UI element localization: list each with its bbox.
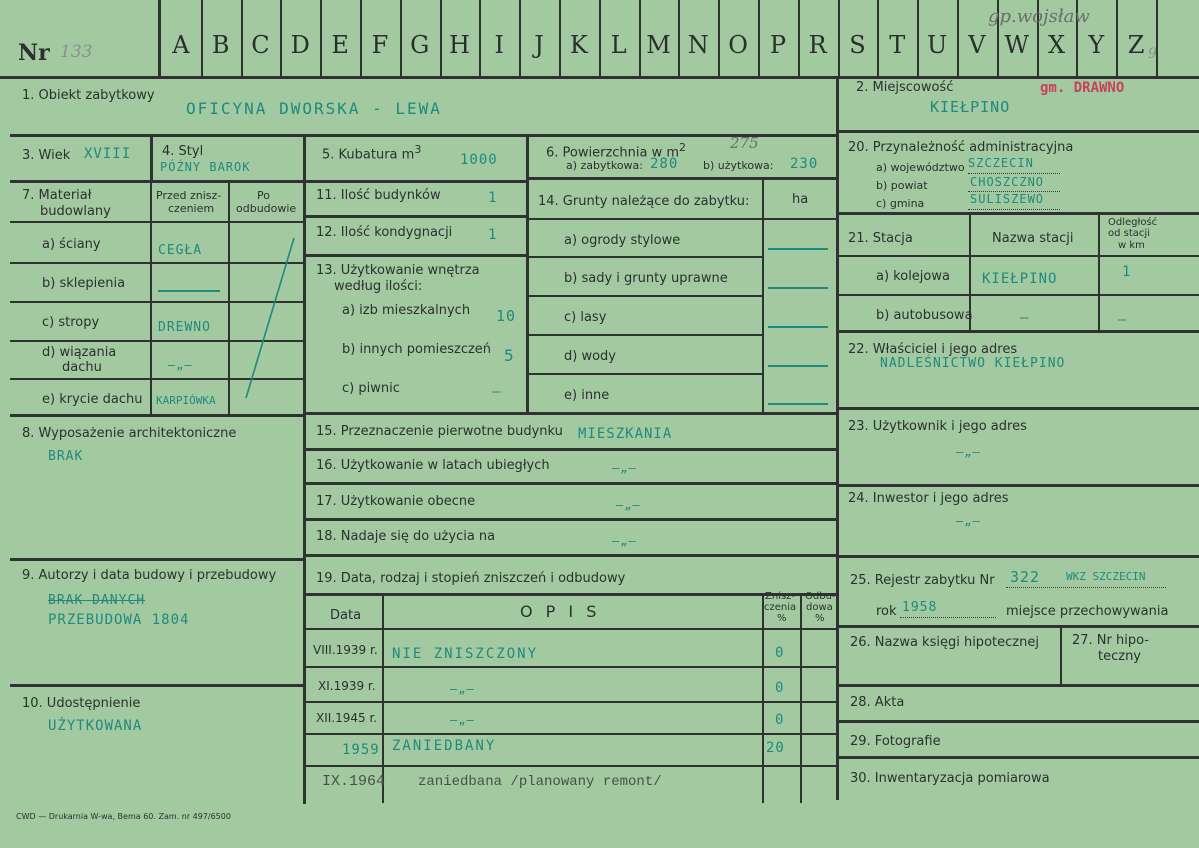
f25-label: 25. Rejestr zabytku Nr [850, 573, 995, 588]
f25-rok-label: rok [876, 604, 897, 619]
dotted-line [968, 208, 1060, 210]
rule [839, 212, 1199, 215]
f15-value: MIESZKANIA [578, 426, 673, 442]
f21-a-name: KIEŁPINO [982, 271, 1058, 287]
f5-sup: 3 [414, 143, 422, 156]
f20-b-value: CHOSZCZNO [970, 175, 1045, 189]
f19-col-o3: % [815, 613, 825, 624]
f21-b-name: — [1020, 310, 1030, 326]
rule [303, 701, 836, 703]
f6-sup: 2 [679, 141, 687, 154]
f6-uzyt-label: b) użytkowa: [703, 159, 774, 172]
f12-label: 12. Ilość kondygnacji [316, 225, 453, 240]
f7-row-c-label: c) stropy [42, 315, 100, 330]
f22-label: 22. Właściciel i jego adres [848, 342, 1018, 357]
f11-label: 11. Ilość budynków [316, 188, 441, 203]
f21-col-d3: w km [1118, 240, 1145, 251]
f19-col-o1: Odbu- [805, 591, 836, 602]
f10-value: UŻYTKOWANA [48, 718, 143, 734]
f22-value: NADLEŚNICTWO KIEŁPINO [880, 356, 1066, 371]
f13-label1: 13. Użytkowanie wnętrza [316, 263, 480, 278]
f7-label2: budowlany [40, 204, 111, 219]
letter-m: M [646, 31, 671, 59]
rule [526, 218, 836, 220]
f7-col1b: czeniem [168, 202, 215, 215]
letter-divider [1156, 0, 1158, 78]
f15-label: 15. Przeznaczenie pierwotne budynku [316, 424, 563, 439]
f14-dash [768, 365, 828, 367]
f19-row-desc: ZANIEDBANY [392, 738, 497, 754]
f19-row-pct: 0 [775, 680, 785, 696]
f20-label: 20. Przynależność administracyjna [848, 140, 1074, 155]
f7-label1: 7. Materiał [22, 188, 92, 203]
letter-s: S [849, 31, 866, 59]
letter-o: O [728, 31, 748, 59]
f3-label: 3. Wiek [22, 148, 71, 163]
letter-l: L [610, 31, 627, 59]
letter-p: P [769, 31, 786, 59]
f1-label: 1. Obiekt zabytkowy [22, 88, 155, 103]
f26-label: 26. Nazwa księgi hipotecznej [850, 635, 1039, 650]
f6-zab-value: 280 [650, 156, 679, 172]
rule [303, 518, 836, 521]
f20-a-value: SZCZECIN [968, 156, 1034, 170]
f6-uzyt-value: 230 [790, 156, 819, 172]
f21-col-name: Nazwa stacji [992, 231, 1074, 246]
f12-value: 1 [488, 227, 498, 243]
rule [836, 76, 839, 800]
f7-row-e-label: e) krycie dachu [42, 392, 143, 407]
f21-col-d1: Odległość [1108, 217, 1158, 228]
rule [303, 765, 836, 767]
rule [526, 177, 836, 180]
f30-label: 30. Inwentaryzacja pomiarowa [850, 771, 1050, 786]
rule [303, 554, 836, 557]
letter-z: Z [1127, 31, 1145, 59]
corner-mark: 9 [1148, 46, 1157, 62]
after-rebuild-strike [228, 222, 304, 414]
f6-total: 275 [730, 134, 759, 152]
f7-col2a: Po [257, 189, 270, 202]
f5-label: 5. Kubatura m [322, 147, 415, 163]
f18-value: —„— [612, 534, 637, 548]
f19-row-pct: 20 [766, 740, 785, 756]
f14-unit: ha [792, 192, 809, 207]
f14-dash [768, 287, 828, 289]
letter-g: G [410, 31, 430, 59]
rule [839, 720, 1199, 723]
rule [303, 254, 526, 257]
f19-row-pct: 0 [775, 712, 785, 728]
rule [526, 373, 762, 375]
rule [303, 482, 836, 485]
f19-col-date: Data [330, 608, 362, 623]
letter-c: C [251, 31, 270, 59]
rule [382, 593, 384, 803]
rule [839, 555, 1199, 558]
f21-col-d2: od stacji [1108, 228, 1150, 239]
rule [303, 733, 836, 735]
f7-row-d-label2: dachu [62, 360, 102, 375]
f4-value: PÓŹNY BAROK [160, 160, 251, 174]
rule [10, 558, 303, 561]
f7-row-b-dash [158, 290, 220, 292]
rule [303, 180, 526, 183]
f7-col1a: Przed znisz- [156, 189, 222, 202]
f7-row-d-label1: d) wiązania [42, 345, 117, 360]
rule [303, 666, 836, 668]
f8-label: 8. Wyposażenie architektoniczne [22, 426, 237, 441]
letter-k: K [569, 31, 588, 59]
f19-row-pct: 0 [775, 645, 785, 661]
letter-i: I [494, 31, 505, 59]
nr-value: 133 [60, 42, 93, 62]
f19-row-date: 1959 [342, 742, 380, 758]
f7-row-a-label: a) ściany [42, 237, 101, 252]
f18-label: 18. Nadaje się do użycia na [316, 529, 496, 544]
letter-b: B [211, 31, 230, 59]
f14-dash [768, 326, 828, 328]
f19-label: 19. Data, rodzaj i stopień zniszczeń i odbudowy [316, 571, 626, 586]
f19-col-z3: % [777, 613, 787, 624]
rule [839, 625, 1199, 628]
f17-label: 17. Użytkowanie obecne [316, 494, 476, 509]
f19-row-desc: NIE ZNISZCZONY [392, 646, 539, 662]
f10-label: 10. Udostępnienie [22, 696, 141, 711]
letter-d: D [290, 31, 310, 59]
f14-row-d: d) wody [564, 349, 616, 364]
f14-row-a: a) ogrody stylowe [564, 233, 681, 248]
rule [10, 134, 836, 137]
f4-label: 4. Styl [162, 144, 204, 159]
f27-label2: teczny [1098, 649, 1141, 664]
f2-label: 2. Miejscowość [856, 80, 954, 95]
rule [526, 334, 762, 336]
rule [762, 177, 764, 414]
dotted-line [968, 172, 1060, 174]
f14-dash [768, 403, 828, 405]
f19-row-date: IX.1964 [322, 773, 386, 790]
f25-nr-value: 322 [1010, 568, 1041, 586]
f7-row-b-label: b) sklepienia [42, 276, 126, 291]
f14-row-b: b) sady i grunty uprawne [564, 271, 728, 286]
f9-label: 9. Autorzy i data budowy i przebudowy [22, 568, 277, 583]
f27-label1: 27. Nr hipo- [1072, 633, 1149, 648]
f19-col-z1: Znisz- [765, 591, 796, 602]
f29-label: 29. Fotografie [850, 734, 941, 749]
letter-e: E [331, 31, 349, 59]
rule [10, 684, 303, 687]
rule [839, 330, 1199, 333]
rule [839, 130, 1199, 133]
f19-row-desc: —„— [450, 682, 475, 696]
f11-value: 1 [488, 190, 498, 206]
f24-label: 24. Inwestor i jego adres [848, 491, 1009, 506]
f19-row-date: XI.1939 r. [318, 679, 376, 693]
f21-label: 21. Stacja [848, 231, 913, 246]
rule [526, 256, 762, 258]
f19-col-desc: O P I S [520, 602, 601, 621]
f9-struck: BRAK DANYCH [48, 593, 146, 608]
nr-label: Nr [18, 40, 50, 66]
rule [303, 412, 836, 415]
rule [839, 484, 1199, 487]
f23-label: 23. Użytkownik i jego adres [848, 419, 1027, 434]
letter-w: W [1004, 31, 1030, 59]
f13-c-value: — [492, 384, 502, 400]
rule [526, 295, 762, 297]
rule [303, 448, 836, 451]
letter-a: A [172, 31, 190, 59]
rule [10, 180, 303, 183]
letter-j: J [534, 31, 544, 59]
f14-row-e: e) inne [564, 388, 610, 403]
printer-imprint: CWD — Drukarnia W-wa, Bema 60. Zam. nr 497/6500 [16, 812, 231, 821]
rule [303, 215, 526, 218]
f5-value: 1000 [460, 152, 498, 168]
rule [1060, 625, 1062, 685]
f25-wkz: WKZ SZCZECIN [1066, 570, 1146, 583]
rule [839, 294, 1199, 296]
rule [839, 255, 1199, 257]
dotted-line [1006, 586, 1166, 588]
f13-b-label: b) innych pomieszczeń [342, 342, 492, 357]
letter-u: U [926, 31, 948, 59]
f9-value: PRZEBUDOWA 1804 [48, 612, 190, 628]
f13-c-label: c) piwnic [342, 381, 400, 396]
f19-row-desc: zaniedbana /planowany remont/ [418, 774, 662, 790]
f23-value: —„— [956, 445, 981, 459]
f19-col-z2: czenia [764, 602, 797, 613]
f13-a-label: a) izb mieszkalnych [342, 303, 471, 318]
rule [526, 134, 529, 414]
f2-value: KIEŁPINO [930, 98, 1011, 116]
letter-r: R [808, 31, 827, 59]
rule [762, 593, 764, 803]
f6-zab-label: a) zabytkowa: [566, 159, 643, 172]
letter-y: Y [1088, 31, 1105, 59]
f21-a-label: a) kolejowa [876, 269, 950, 284]
f7-row-d-value: —„— [168, 358, 193, 372]
f25-miejsce-label: miejsce przechowywania [1006, 604, 1169, 619]
f21-b-label: b) autobusowa [876, 308, 973, 323]
f13-a-value: 10 [496, 307, 517, 325]
f19-col-o2: dowa [806, 602, 833, 613]
rule [839, 684, 1199, 687]
f20-b-label: b) powiat [876, 179, 928, 192]
f28-label: 28. Akta [850, 695, 905, 710]
letter-v: V [968, 31, 986, 59]
f3-value: XVIII [84, 146, 132, 162]
letter-t: T [889, 31, 906, 59]
f7-col2b: odbudowie [236, 202, 297, 215]
letter-n: N [687, 31, 709, 59]
letter-f: F [371, 31, 389, 59]
f13-label2: według ilości: [334, 279, 423, 294]
f7-row-a-value: CEGŁA [158, 243, 203, 258]
f13-b-value: 5 [504, 346, 515, 365]
dotted-line [968, 190, 1060, 192]
f25-rok-value: 1958 [902, 600, 938, 615]
f6-label: 6. Powierzchnia w m [546, 145, 680, 161]
f19-row-desc: —„— [450, 713, 475, 727]
f20-c-value: SULISZEWO [970, 192, 1045, 206]
rule [839, 407, 1199, 410]
f21-a-dist: 1 [1122, 264, 1132, 280]
f14-row-c: c) lasy [564, 310, 607, 325]
f16-value: —„— [612, 461, 637, 475]
f2-red-note: gm. DRAWNO [1040, 80, 1125, 96]
f8-value: BRAK [48, 449, 84, 464]
f21-b-dist: — [1118, 312, 1128, 328]
letter-h: H [449, 31, 470, 59]
dotted-line [900, 616, 996, 618]
rule [839, 756, 1199, 759]
f19-row-date: VIII.1939 r. [313, 643, 378, 657]
f20-a-label: a) województwo [876, 161, 965, 174]
f17-value: —„— [616, 498, 641, 512]
f7-row-c-value: DREWNO [158, 320, 211, 335]
f1-value: OFICYNA DWORSKA - LEWA [186, 99, 442, 118]
f14-label: 14. Grunty należące do zabytku: [538, 194, 750, 209]
f24-value: —„— [956, 514, 981, 528]
letter-x: X [1047, 31, 1066, 59]
rule [1098, 212, 1100, 330]
f7-row-e-value: KARPIÓWKA [156, 394, 216, 407]
rule [10, 414, 303, 417]
f14-dash [768, 248, 828, 250]
rule [150, 134, 153, 180]
f16-label: 16. Użytkowanie w latach ubiegłych [316, 458, 550, 473]
f19-row-date: XII.1945 r. [316, 711, 378, 725]
f20-c-label: c) gmina [876, 197, 925, 210]
pencil-note: gp.wojsław [988, 6, 1090, 27]
rule [800, 593, 802, 803]
